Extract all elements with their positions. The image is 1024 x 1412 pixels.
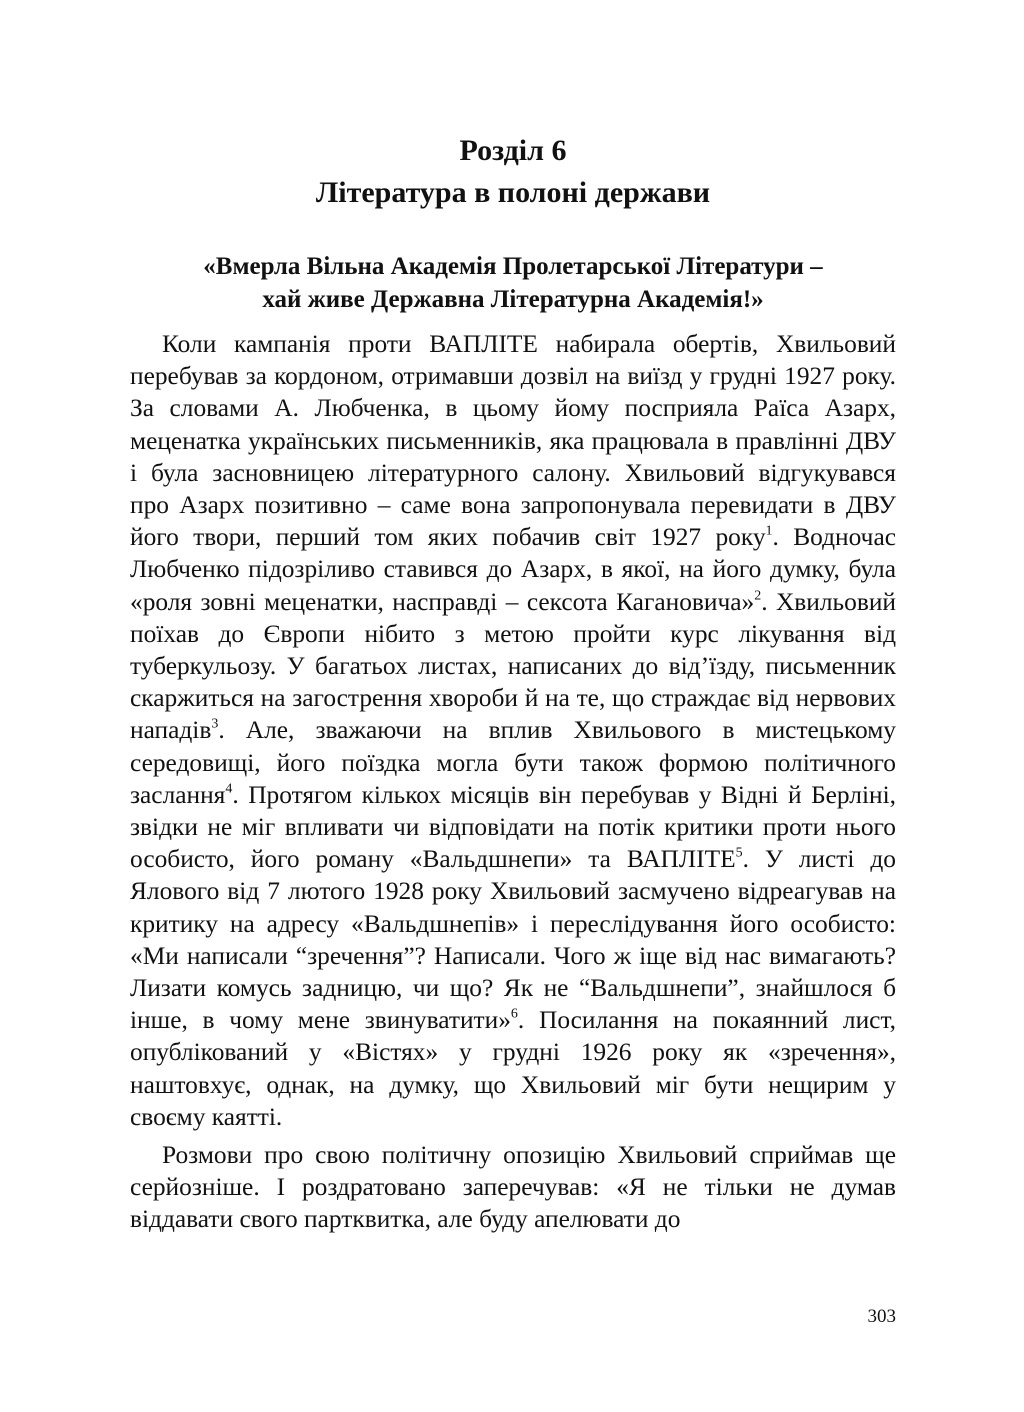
paragraph-text: . У листі до Ялового від 7 лютого 1928 року Хвильовий засмучено відреагував на критику на адресу «Вальдшнепів» і переслідування його особисто: «Ми написали “зречення”? Написали. Чого ж іще від нас вимагають? Лизати комусь задницю, чи що? Як не “Вальдшнепи”, знайшлося б інше, в чому мене звинуватити»	[130, 845, 896, 1035]
footnote-marker[interactable]: 3	[211, 716, 219, 732]
footnote-marker[interactable]: 1	[765, 523, 773, 539]
page-number: 303	[867, 1306, 896, 1327]
body-text	[130, 328, 896, 1236]
footnote-marker[interactable]: 5	[735, 845, 743, 861]
chapter-title: Література в полоні держави	[315, 176, 711, 209]
book-page	[130, 130, 896, 1360]
chapter-heading	[130, 130, 896, 214]
paragraph	[130, 328, 896, 1133]
paragraph-text: . Хвильовий поїхав до Європи нібито з метою пройти курс лікування від туберкульозу. У багатьох листах, написаних до від’їзду, письменник скаржиться на загострення хвороби й на те, що страждає від нервових нападів	[130, 587, 896, 745]
paragraph-text: . Посилання на покаянний лист, опублікований у «Вістях» у грудні 1926 року як «зречення», наштовхує, однак, на думку, що Хвильовий міг бути нещирим у своєму каятті.	[130, 1006, 896, 1131]
section-title-line-2: хай живе Державна Літературна Академія!»	[262, 286, 764, 313]
paragraph-text: Коли кампанія проти ВАПЛІТЕ набирала обертів, Хвильовий перебував за кордоном, отримавши дозвіл на виїзд у грудні 1927 року. За словами А. Любченка, в цьому йому посприяла Раїса Азарх, меценатка українських письменників, яка працювала в правлінні ДВУ і була засновницею літературного салону. Хвильовий відгукувався про Азарх позитивно – саме вона запропонувала перевидати в ДВУ його твори, перший том яких побачив світ 1927 року	[130, 330, 896, 552]
paragraph-text: Розмови про свою політичну опозицію Хвильовий сприймав ще серйозніше. І роздратовано заперечував: «Я не тільки не думав віддавати свого партквитка, але буду апелювати до	[130, 1141, 896, 1234]
paragraph-text: . Але, зважаючи на вплив Хвильового в мистецькому середовищі, його поїздка могла бути також формою політичного заслання	[130, 716, 896, 809]
footnote-marker[interactable]: 2	[754, 588, 762, 604]
section-title-line-1: «Вмерла Вільна Академія Пролетарської Літератури –	[203, 253, 823, 280]
chapter-number: Розділ 6	[459, 134, 567, 167]
footnote-marker[interactable]: 4	[225, 781, 233, 797]
section-heading	[130, 250, 896, 316]
footnote-marker[interactable]: 6	[510, 1006, 518, 1022]
paragraph	[130, 1139, 896, 1236]
paragraph-text: . Водночас Любченко підозріливо ставився до Азарх, в якої, на його думку, була «роля зовні меценатки, насправді – сексота Кагановича»	[130, 523, 896, 616]
paragraph-text: . Протягом кількох місяців він перебував у Відні й Берліні, звідки не міг впливати чи відповідати на потік критики проти нього особисто, його роману «Вальдшнепи» та ВАПЛІТЕ	[130, 780, 896, 874]
